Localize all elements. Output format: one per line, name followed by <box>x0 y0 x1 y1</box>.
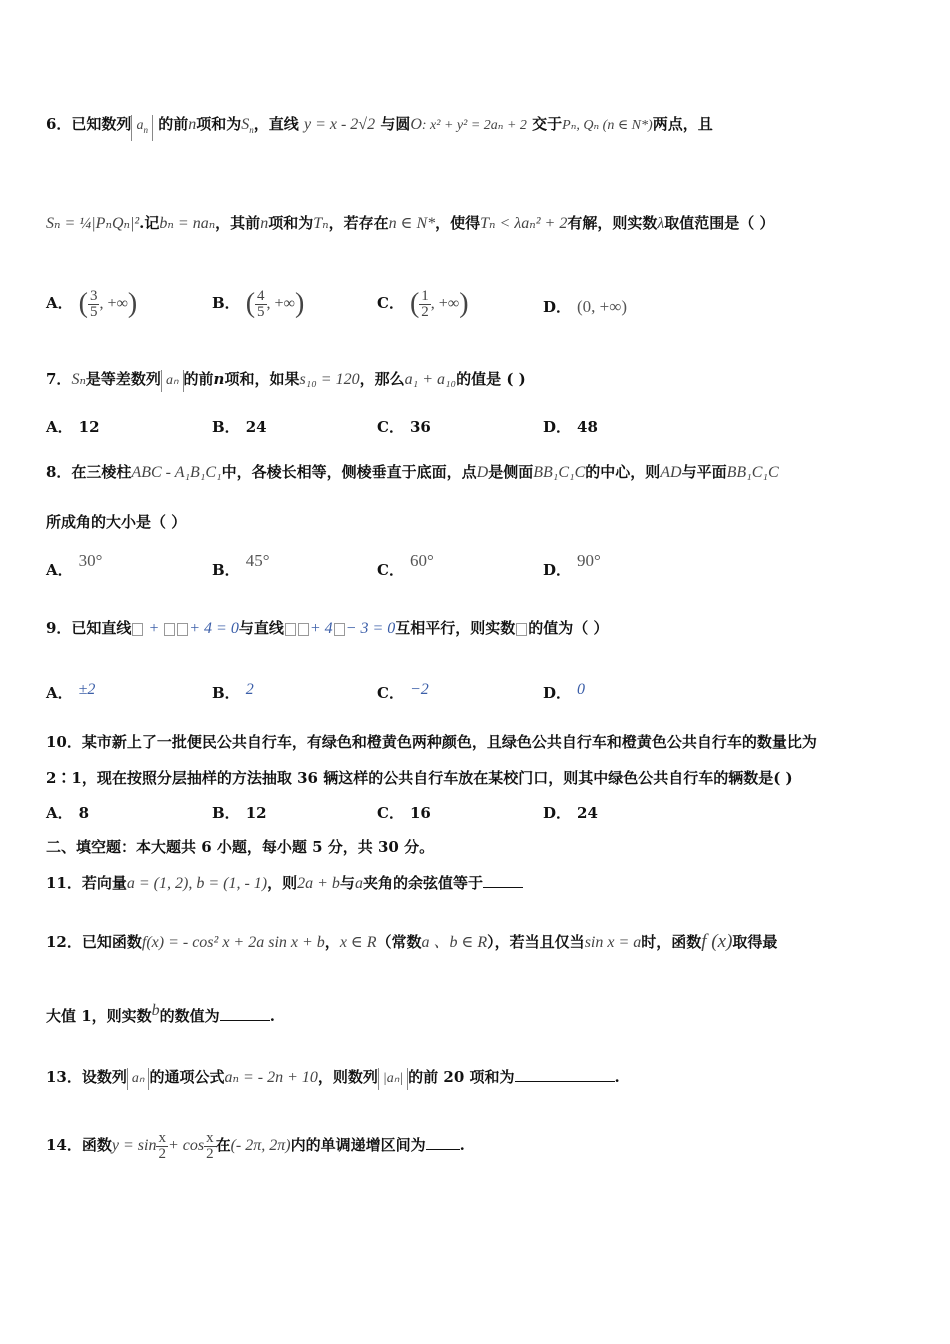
q11-text3: 夹角的余弦值等于 <box>362 874 483 892</box>
q12-text4: 时，函数 <box>641 933 702 951</box>
q12-b: b <box>151 1002 160 1019</box>
q6-text9: 项和为 <box>268 214 314 232</box>
q10-option-a: A． 8 <box>46 804 90 822</box>
q7-line <box>46 368 920 392</box>
q6-option-c: C． ( $\frac{1}{2}$ , +∞) <box>377 287 469 320</box>
q6-ineq: Tₙ < λaₙ² + 2 <box>480 215 568 232</box>
q11-vectors: a = (1, 2), b = (1, - 1) <box>126 875 268 892</box>
missing-glyph-icon <box>334 623 345 636</box>
q6-text11: ，使得 <box>435 214 481 232</box>
missing-glyph-icon <box>132 623 143 636</box>
q7-text2: 的前 <box>183 370 214 388</box>
q6-circle-eq: : x² + y² = 2aₙ + 2 <box>421 118 527 133</box>
q11-number: 11．若向量 <box>46 874 127 892</box>
q14-line: 14．函数y = sin $\frac{x}{2}$ + cos $\frac{x}{2}$ 在(- 2π, 2π)内的单调递增区间为 . <box>46 1129 465 1162</box>
missing-glyph-icon <box>298 623 309 636</box>
q6-text12: 有解，则实数 <box>567 214 658 232</box>
q8-line2 <box>46 511 920 533</box>
q9-option-d: D． 0 <box>543 681 586 702</box>
q7-n: n <box>213 370 225 388</box>
q8-prism: ABC - A₁B₁C₁ <box>131 464 222 481</box>
q13-number: 13．设数列 <box>46 1068 127 1086</box>
q7-text1: 是等差数列 <box>85 370 161 388</box>
q9-line2-coef: + 4 <box>309 620 333 637</box>
q13-formula: aₙ = - 2n + 10 <box>224 1069 318 1086</box>
q9-line: 9．已知直线 + + 4 = 0与直线 + 4 − 3 = 0互相平行，则实数 的值为（ ） <box>46 619 609 637</box>
q11-line <box>46 872 920 895</box>
q6-text7: .记 <box>139 214 160 232</box>
q13-seq: aₙ <box>127 1068 150 1090</box>
q7-number: 7． <box>46 370 72 388</box>
q9-number: 9．已知直线 <box>46 619 132 637</box>
q14-interval: (- 2π, 2π) <box>230 1137 291 1154</box>
q6-text5: 交于 <box>532 115 563 133</box>
q6-option-d: D． (0, +∞) <box>543 297 628 316</box>
q14-cos: + cos <box>167 1137 205 1154</box>
q6-lambda: λ <box>657 215 665 232</box>
q8-D: D <box>476 464 489 481</box>
q8-option-d: D． 90° <box>543 551 601 579</box>
q7-seq: aₙ <box>161 370 184 392</box>
q10-option-b: B． 12 <box>212 804 267 822</box>
q11-text1: ，则 <box>267 874 298 892</box>
q7-Sn: Sₙ <box>71 371 86 388</box>
section-heading <box>46 836 920 858</box>
q10-line1 <box>46 731 920 753</box>
q7-expr: a₁ + a₁₀ <box>404 371 457 388</box>
q6-line-eq: y = x - 2√2 <box>303 116 376 133</box>
q9-text2: 互相平行，则实数 <box>395 619 516 637</box>
q12-text7: 的数值为 <box>159 1007 220 1025</box>
q12-line2: 大值 1，则实数b的数值为 . <box>46 1002 275 1025</box>
q6-circle-name: O <box>410 116 422 133</box>
q6-points: Pₙ, Qₙ (n ∈ N*) <box>562 118 653 133</box>
q6-seq: $a_n$ <box>131 115 153 141</box>
q6-n2: n <box>260 215 269 232</box>
q8-number: 8．在三棱柱 <box>46 463 132 481</box>
q11-expr: 2a + b <box>297 875 340 892</box>
q9-option-a: A． ±2 <box>46 681 96 702</box>
q14-frac2: $\frac{x}{2}$ <box>206 1129 214 1162</box>
q14-text2: 内的单调递增区间为 <box>290 1136 426 1154</box>
q6-text3: ，直线 <box>253 115 299 133</box>
q12-answer-blank[interactable] <box>220 1006 270 1021</box>
q13-answer-blank[interactable] <box>515 1067 615 1082</box>
q7-option-b: B． 24 <box>212 418 267 436</box>
q6-number: 6．已知数列 <box>46 115 132 133</box>
q9-option-b: B． 2 <box>212 681 254 702</box>
q12-domain: x ∈ R <box>339 934 377 951</box>
q9-option-c: C． −2 <box>377 681 429 702</box>
q9-line1-eq: + 4 = 0 <box>189 620 239 637</box>
q13-text1: 的通项公式 <box>149 1068 225 1086</box>
q14-number: 14．函数 <box>46 1136 112 1154</box>
q8-option-a: A． 30° <box>46 551 103 579</box>
q12-cond: sin x = a <box>584 934 642 951</box>
q13-text2: ，则数列 <box>317 1068 378 1086</box>
q6-text8: ，其前 <box>215 214 261 232</box>
q12-text3: ），若当且仅当 <box>487 933 585 951</box>
q6-line1: 6．已知数列 $a_n$ 的前n项和为$S_n$，直线 y = x - 2√2 与圆O: x² + y² = 2aₙ + 2 交于Pₙ, Qₙ (n ∈ N*)两点，且 <box>46 113 920 141</box>
q7-cond: s₁₀ = 120 <box>299 371 360 388</box>
q6-line2 <box>46 212 920 235</box>
q7-option-d: D． 48 <box>543 418 598 436</box>
q10-option-d: D． 24 <box>543 804 598 822</box>
q11-a: a <box>354 875 363 892</box>
q9-line2-eq: − 3 = 0 <box>345 620 396 637</box>
q6-bn: bₙ = naₙ <box>159 215 216 232</box>
q12-text2: （常数 <box>376 933 422 951</box>
q12-text5: 取得最 <box>732 933 778 951</box>
missing-glyph-icon <box>177 623 188 636</box>
q12-line1 <box>46 931 920 954</box>
q6-text13: 取值范围是（ ） <box>664 214 775 232</box>
q11-answer-blank[interactable] <box>483 873 523 888</box>
q10-option-c: C． 16 <box>377 804 431 822</box>
q6-text4: 与圆 <box>380 115 411 133</box>
q7-text4: ，那么 <box>359 370 405 388</box>
q6-n1: n <box>188 116 197 133</box>
q7-option-c: C． 36 <box>377 418 431 436</box>
q7-option-a: A． 12 <box>46 418 100 436</box>
q6-text1: 的前 <box>158 115 189 133</box>
q6-text6: 两点，且 <box>652 115 713 133</box>
q6-Tn: Tₙ <box>313 215 329 232</box>
missing-glyph-icon <box>516 623 527 636</box>
q10-line2 <box>46 767 920 789</box>
section-title: 二、填空题：本大题共 6 小题，每小题 5 分，共 30 分。 <box>46 838 435 856</box>
q12-text6: 大值 1，则实数 <box>46 1007 152 1025</box>
q10-text1: 10．某市新上了一批便民公共自行车，有绿色和橙黄色两种颜色，且绿色公共自行车和橙黄色公共自行车的数量比为 <box>46 733 817 751</box>
q12-consts: a 、b ∈ R <box>421 934 488 951</box>
q11-text2: 与 <box>339 874 355 892</box>
q8-text3: 的中心，则 <box>585 463 661 481</box>
q12-number: 12．已知函数 <box>46 933 142 951</box>
q6-sn-formula: Sₙ = ¼|PₙQₙ|² <box>46 215 140 232</box>
q14-answer-blank[interactable] <box>426 1135 460 1150</box>
q13-text3: 的前 20 项和为 <box>408 1068 515 1086</box>
q9-text3: 的值为（ ） <box>528 619 609 637</box>
q14-text1: 在 <box>215 1136 231 1154</box>
q6-exists: n ∈ N* <box>388 215 436 232</box>
q8-text1: 中，各棱长相等，侧棱垂直于底面，点 <box>221 463 477 481</box>
q8-line1 <box>46 461 920 484</box>
q6-text10: ，若存在 <box>328 214 389 232</box>
q13-line: 13．设数列 aₙ 的通项公式aₙ = - 2n + 10，则数列 |aₙ| 的前 20 项和为 . <box>46 1066 920 1090</box>
q8-text-line2: 所成角的大小是（ ） <box>46 513 187 531</box>
missing-glyph-icon <box>285 623 296 636</box>
q8-option-b: B． 45° <box>212 551 270 579</box>
q12-func: f(x) = - cos² x + 2a sin x + b <box>141 934 325 951</box>
q14-frac1: $\frac{x}{2}$ <box>158 1129 166 1162</box>
q8-plane: BB₁C₁C <box>726 464 779 481</box>
q13-abs-seq: |aₙ| <box>378 1068 408 1090</box>
q8-text2: 是侧面 <box>488 463 534 481</box>
q6-option-a: A． ( $\frac{3}{5}$ , +∞) <box>46 287 138 320</box>
q8-AD: AD <box>660 464 682 481</box>
q7-text5: 的值是 ( ) <box>456 370 526 388</box>
q7-text3: 项和，如果 <box>224 370 300 388</box>
q10-text2: 2∶1，现在按照分层抽样的方法抽取 36 辆这样的公共自行车放在某校门口，则其中绿色公共自行车的辆数是( ) <box>46 769 793 787</box>
q12-fx: f (x) <box>701 931 733 952</box>
q6-Sn: S <box>241 116 250 133</box>
q6-option-b: B． ( $\frac{4}{5}$ , +∞) <box>212 287 305 320</box>
q8-face: BB₁C₁C <box>533 464 586 481</box>
q8-text4: 与平面 <box>681 463 727 481</box>
missing-glyph-icon <box>164 623 175 636</box>
q6-text2: 项和为 <box>196 115 242 133</box>
q14-sin: y = sin <box>111 1137 157 1154</box>
q12-text1: ， <box>324 933 340 951</box>
q9-text1: 与直线 <box>238 619 284 637</box>
q8-option-c: C． 60° <box>377 551 434 579</box>
